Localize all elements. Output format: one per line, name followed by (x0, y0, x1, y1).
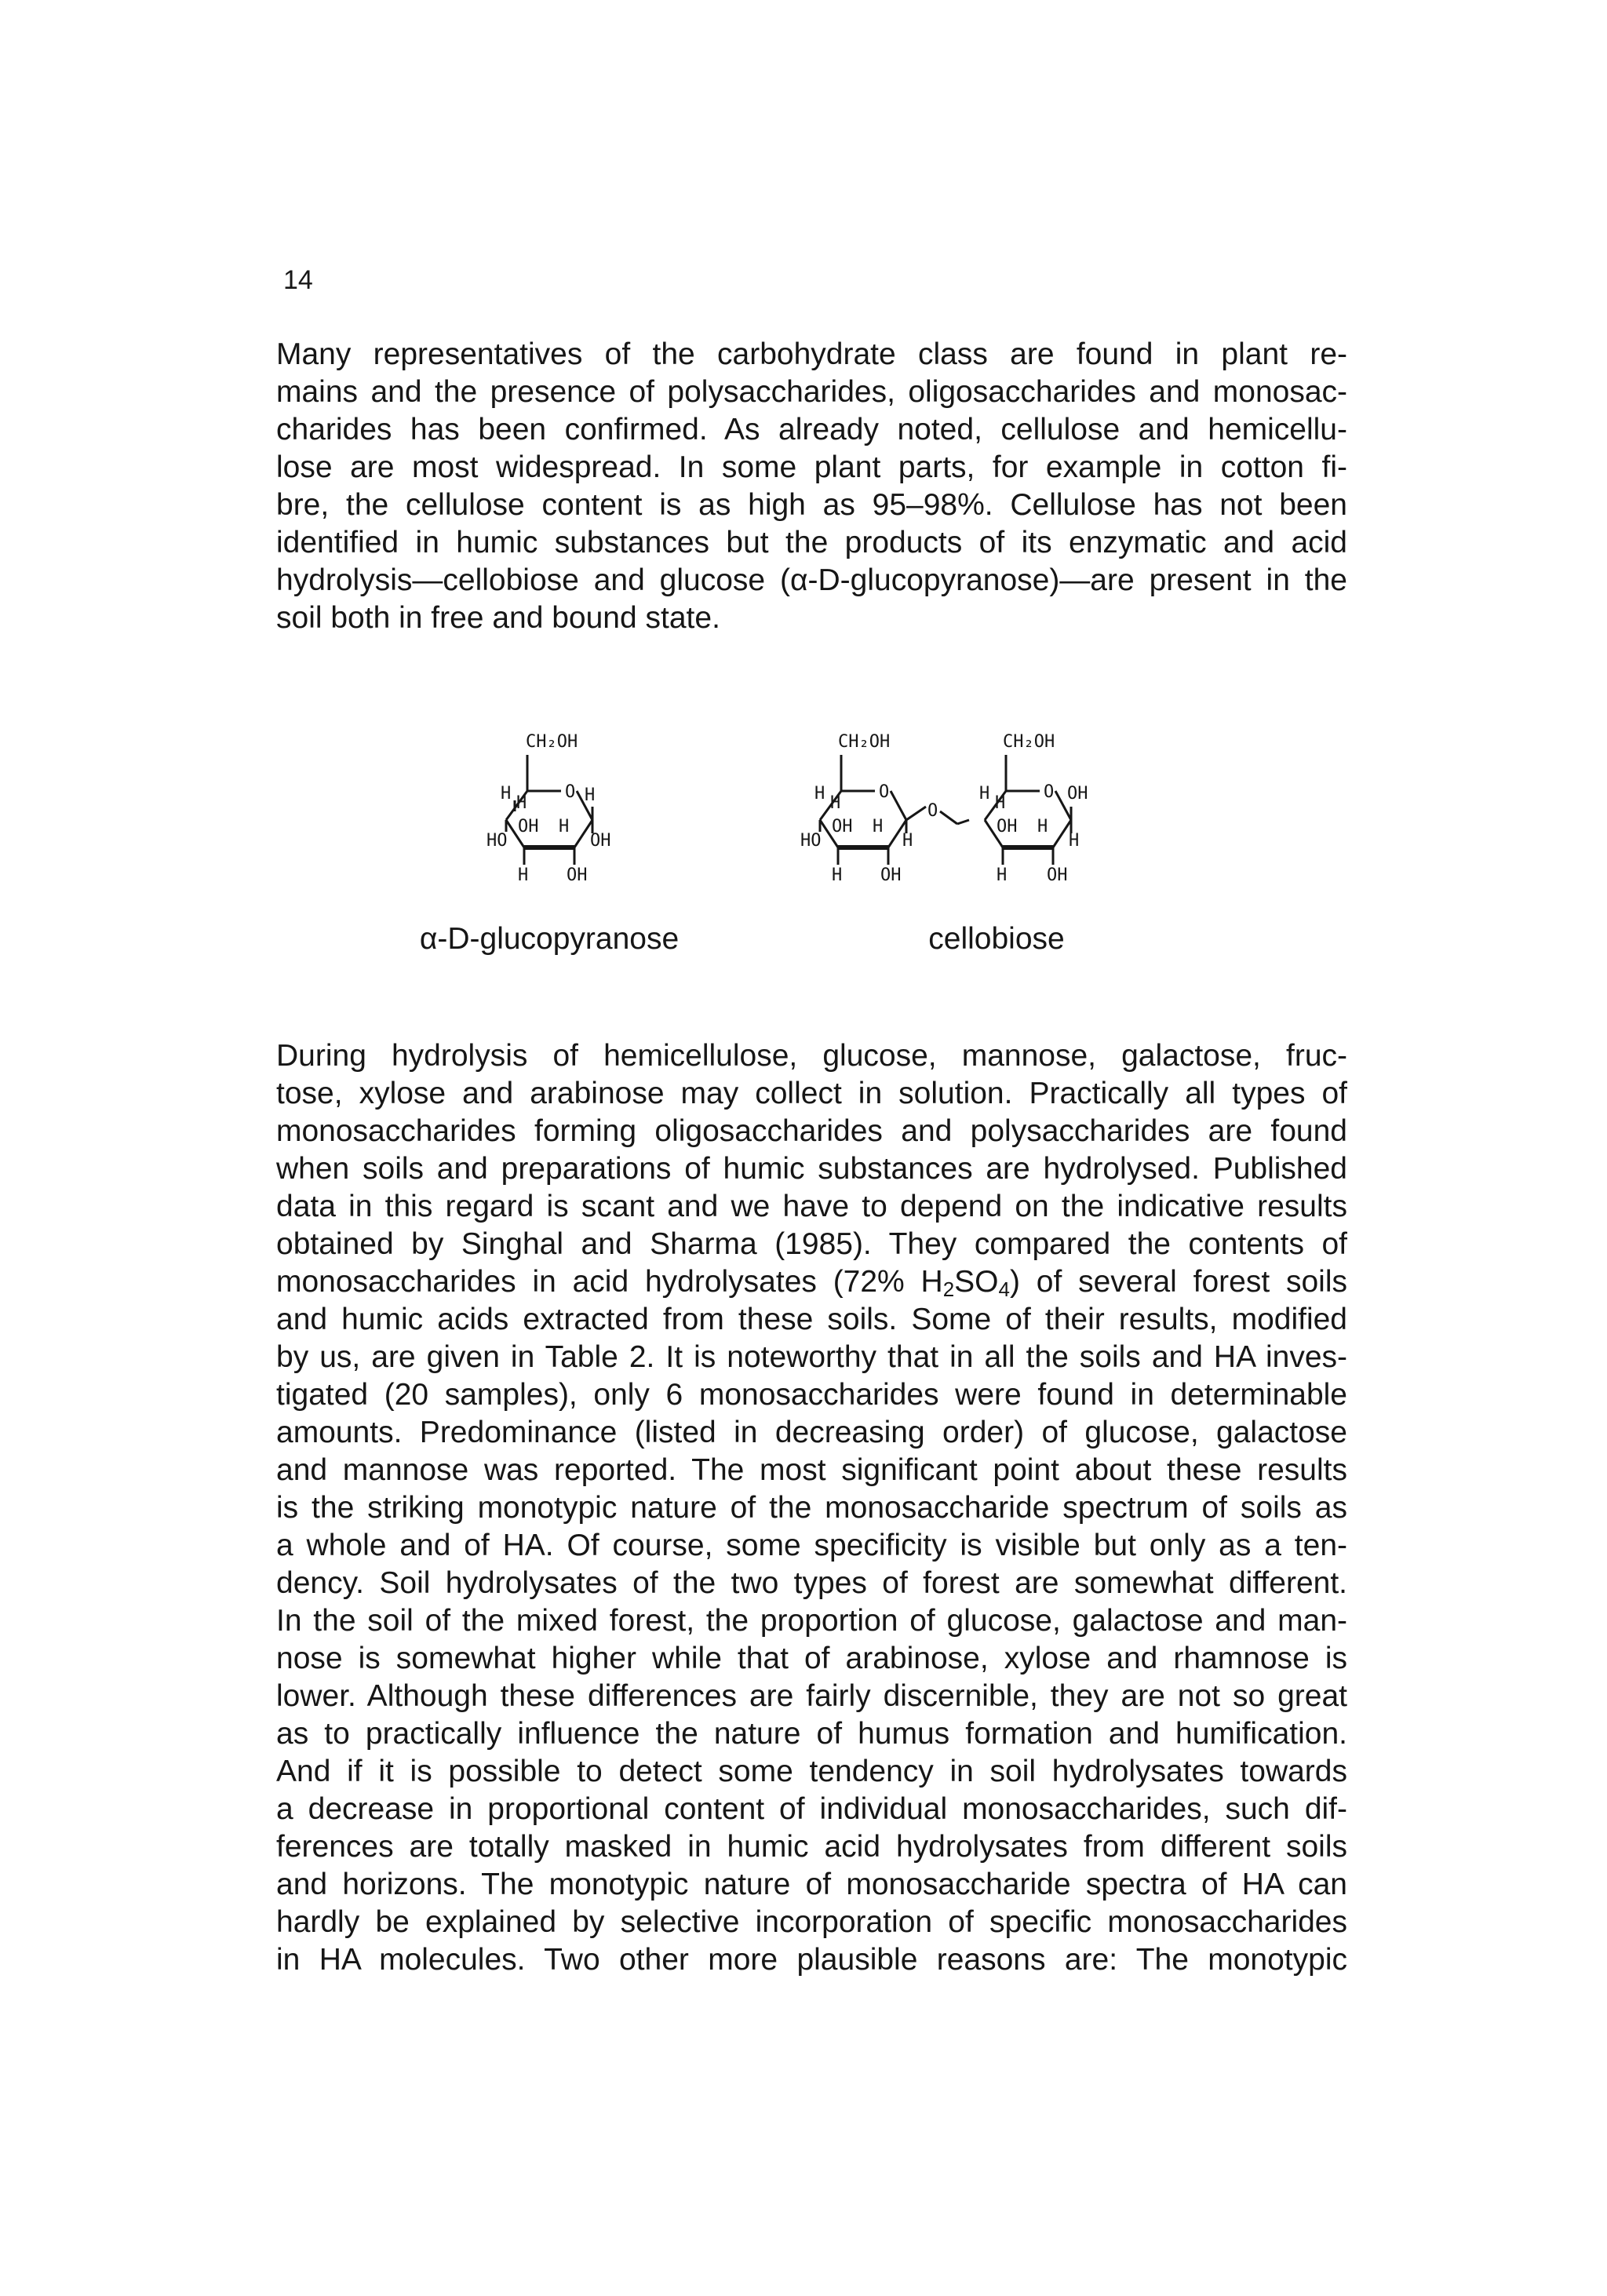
atom-label: OH (518, 817, 539, 836)
atom-label: CH₂OH (838, 732, 891, 752)
text-line: soil both in free and bound state. (276, 601, 720, 635)
text-line: hydrolysis—cellobiose and glucose (α-D-glucopyranose)—are present in the (276, 563, 1347, 597)
text-line: and mannose was reported. The most significant point about these results (276, 1453, 1347, 1487)
atom-label: H (832, 866, 843, 885)
text-line: and horizons. The monotypic nature of monosaccharide spectra of HA can (276, 1868, 1347, 1901)
glucopyranose-diagram (486, 730, 612, 895)
text-line: and humic acids extracted from these soils. Some of their results, modified (276, 1303, 1347, 1336)
text-line: bre, the cellulose content is as high as 95–98%. Cellulose has not been (276, 488, 1347, 522)
caption-cellobiose: cellobiose (928, 922, 1065, 956)
text-line: monosaccharides forming oligosaccharides and polysaccharides are found (276, 1114, 1347, 1148)
atom-label: H (516, 793, 527, 813)
bond-link-join (957, 820, 969, 824)
text-line: During hydrolysis of hemicellulose, glucose, mannose, galactose, fruc- (276, 1039, 1347, 1073)
atom-label: OH (880, 866, 902, 885)
atom-label: OH (567, 866, 588, 885)
text-line: when soils and preparations of humic substances are hydrolysed. Published (276, 1152, 1347, 1186)
glucopyranose-structure (486, 730, 612, 895)
atom-label: H (1037, 817, 1048, 836)
text-line: tose, xylose and arabinose may collect in solution. Practically all types of (276, 1077, 1347, 1110)
text-line: ferences are totally masked in humic acid hydrolysates from different soils (276, 1830, 1347, 1864)
text-line: by us, are given in Table 2. It is noteworthy that in all the soils and HA inves- (276, 1340, 1347, 1374)
paragraph-hydrolysis (276, 1037, 1347, 1979)
atom-label: H (518, 866, 529, 885)
text-line: lower. Although these differences are fairly discernible, they are not so great (276, 1679, 1347, 1713)
bond-link-right (940, 811, 957, 824)
text-line: data in this regard is scant and we have to depend on the indicative results (276, 1190, 1347, 1223)
text-line: lose are most widespread. In some plant parts, for example in cotton fi- (276, 450, 1347, 484)
atom-label: CH₂OH (526, 732, 578, 752)
atom-label: H (995, 793, 1006, 813)
atom-label: HO (486, 831, 508, 851)
text-line: a decrease in proportional content of individual monosaccharides, such dif- (276, 1792, 1347, 1826)
text-line: identified in humic substances but the products of its enzymatic and acid (276, 526, 1347, 559)
caption-glucopyranose: α-D-glucopyranose (419, 922, 680, 956)
atom-label: H (814, 784, 825, 804)
atom-label: OH (1067, 784, 1088, 804)
atom-label: H (501, 784, 512, 804)
bond-link-left (906, 807, 926, 820)
text-line: charides has been confirmed. As already noted, cellulose and hemicellu- (276, 413, 1347, 446)
subscript: 4 (998, 1277, 1010, 1301)
text-line: obtained by Singhal and Sharma (1985). They compared the contents of (276, 1227, 1347, 1261)
text-line: a whole and of HA. Of course, some specificity is visible but only as a ten- (276, 1529, 1347, 1562)
cellobiose-structure (800, 730, 1146, 895)
atom-label: OH (832, 817, 853, 836)
text-line: In the soil of the mixed forest, the proportion of glucose, galactose and man- (276, 1604, 1347, 1638)
text-line: And if it is possible to detect some tendency in soil hydrolysates towards (276, 1755, 1347, 1788)
subscript: 2 (942, 1277, 955, 1301)
atom-label: H (585, 785, 596, 805)
atom-label: OH (997, 817, 1018, 836)
atom-label: H (902, 831, 913, 851)
atom-label: OH (1047, 866, 1068, 885)
atom-label: O (927, 801, 938, 821)
page-number: 14 (283, 265, 313, 295)
formula-text-post: ) of several forest soils (1010, 1265, 1347, 1299)
text-line-formula (276, 1263, 1347, 1301)
atom-label: H (873, 817, 884, 836)
atom-label: O (879, 782, 890, 802)
text-line: dency. Soil hydrolysates of the two types of forest are somewhat different. (276, 1566, 1347, 1600)
text-line: in HA molecules. Two other more plausible reasons are: The monotypic (276, 1943, 1347, 1977)
paragraph-intro (276, 336, 1347, 637)
atom-label: H (559, 817, 570, 836)
text-line: tigated (20 samples), only 6 monosaccharides were found in determinable (276, 1378, 1347, 1412)
atom-label: HO (800, 831, 822, 851)
atom-label: H (997, 866, 1008, 885)
atom-label: OH (590, 831, 611, 851)
text-line: nose is somewhat higher while that of arabinose, xylose and rhamnose is (276, 1642, 1347, 1675)
text-line: mains and the presence of polysaccharides, oligosaccharides and monosac- (276, 375, 1347, 409)
bond-ring-a-right-up (891, 791, 906, 820)
atom-label: H (979, 784, 990, 804)
atom-label: H (830, 793, 841, 813)
atom-label: H (1069, 831, 1080, 851)
atom-label: O (565, 782, 576, 802)
formula-text-pre: monosaccharides in acid hydrolysates (72% H (276, 1265, 943, 1299)
formula-text-mid: SO (954, 1265, 999, 1299)
structural-formulas-figure (392, 730, 1177, 965)
atom-label: CH₂OH (1003, 732, 1055, 752)
text-line: amounts. Predominance (listed in decreasing order) of glucose, galactose (276, 1416, 1347, 1449)
cellobiose-diagram (800, 730, 1146, 895)
text-line: Many representatives of the carbohydrate class are found in plant re- (276, 337, 1347, 371)
text-line: as to practically influence the nature of humus formation and humification. (276, 1717, 1347, 1751)
text-line: hardly be explained by selective incorporation of specific monosaccharides (276, 1905, 1347, 1939)
text-line: is the striking monotypic nature of the monosaccharide spectrum of soils as (276, 1491, 1347, 1525)
atom-label: O (1044, 782, 1055, 802)
